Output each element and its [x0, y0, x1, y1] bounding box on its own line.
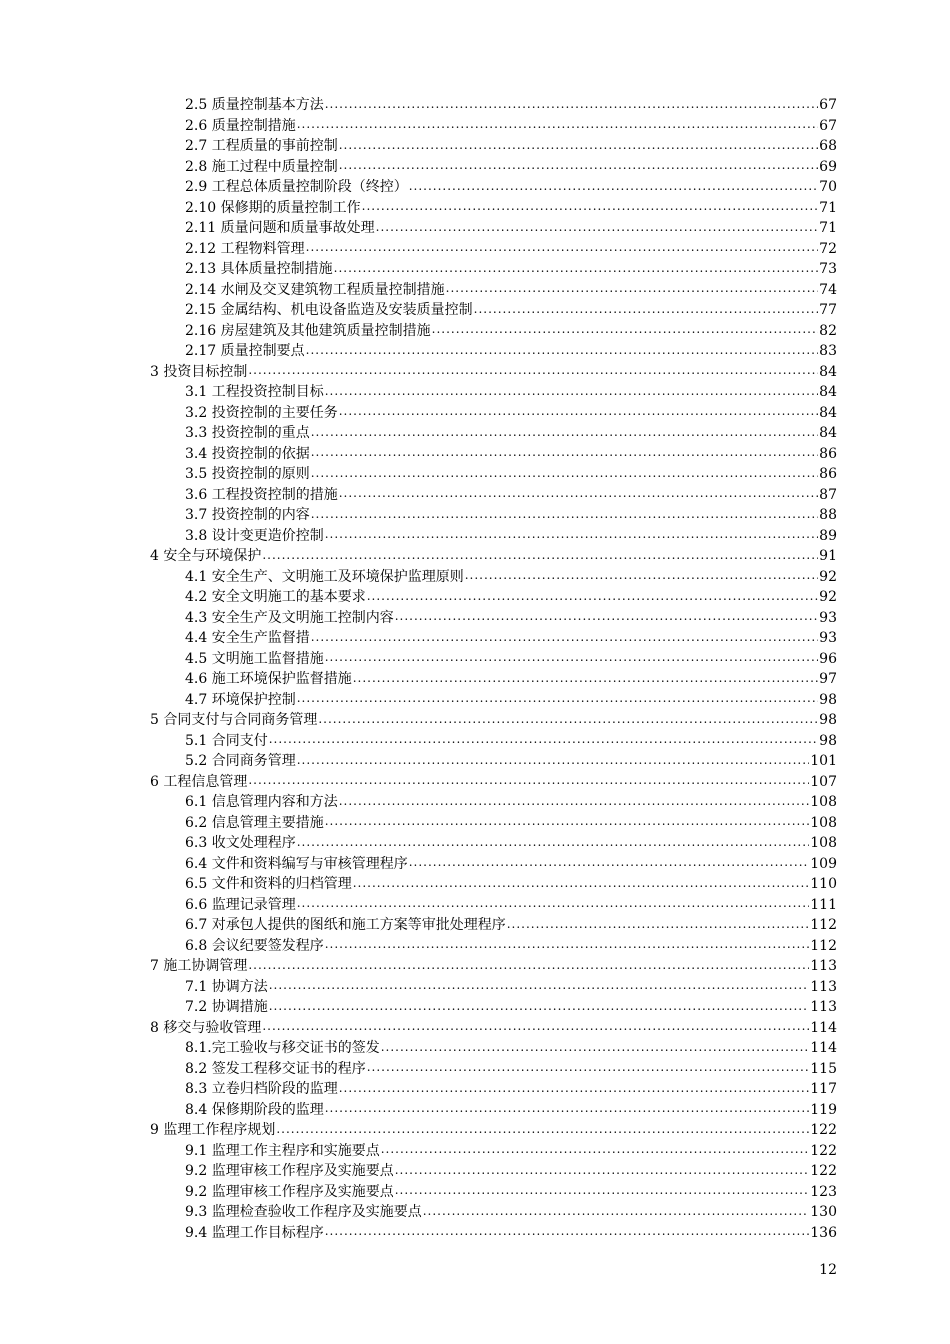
toc-section-entry[interactable]	[150, 321, 837, 342]
toc-chapter-entry[interactable]	[150, 710, 837, 731]
toc-entry-page: 98	[819, 712, 837, 728]
toc-entry-page: 98	[819, 732, 837, 749]
toc-entry-page: 86	[819, 445, 837, 462]
toc-dot-leader	[423, 1203, 810, 1219]
toc-section-entry[interactable]	[150, 95, 837, 116]
toc-entry-page: 87	[819, 486, 837, 503]
toc-entry-page: 72	[819, 240, 837, 257]
toc-entry-title: 4 安全与环境保护	[150, 548, 262, 564]
toc-dot-leader	[311, 444, 818, 460]
toc-entry-title: 2.5 质量控制基本方法	[185, 97, 324, 113]
toc-section-entry[interactable]	[150, 854, 837, 875]
toc-entry-page: 98	[819, 691, 837, 708]
toc-entry-page: 71	[819, 220, 837, 236]
toc-entry-page: 84	[819, 363, 837, 380]
toc-dot-leader	[381, 1141, 810, 1157]
toc-entry-title: 9.2 监理审核工作程序及实施要点	[185, 1163, 394, 1179]
toc-dot-leader	[507, 916, 810, 932]
toc-dot-leader	[262, 1018, 809, 1034]
toc-entry-title: 6.1 信息管理内容和方法	[185, 794, 338, 810]
toc-entry-title: 2.9 工程总体质量控制阶段（终控）	[185, 179, 408, 195]
toc-dot-leader	[297, 116, 818, 132]
toc-entry-page: 109	[810, 855, 837, 872]
toc-dot-leader	[353, 670, 818, 686]
toc-section-entry[interactable]	[150, 669, 837, 690]
toc-dot-leader	[395, 1162, 810, 1178]
toc-entry-page: 96	[819, 650, 837, 667]
toc-entry-page: 86	[819, 466, 837, 482]
toc-entry-page: 113	[810, 978, 837, 995]
toc-entry-title: 8 移交与验收管理	[150, 1019, 262, 1036]
toc-entry-page: 88	[819, 507, 837, 523]
toc-entry-page: 122	[810, 1122, 837, 1138]
toc-dot-leader	[409, 854, 810, 870]
toc-entry-title: 2.14 水闸及交叉建筑物工程质量控制措施	[185, 281, 445, 298]
toc-entry-title: 5.2 合同商务管理	[185, 753, 296, 769]
toc-entry-page: 114	[810, 1040, 837, 1056]
toc-dot-leader	[297, 895, 810, 911]
toc-entry-page: 92	[819, 568, 837, 585]
toc-section-entry[interactable]	[150, 116, 837, 137]
toc-dot-leader	[325, 383, 818, 399]
toc-entry-page: 112	[810, 917, 837, 933]
toc-entry-page: 113	[810, 958, 837, 974]
toc-entry-page: 112	[810, 937, 837, 954]
toc-entry-title: 6.2 信息管理主要措施	[185, 814, 324, 831]
toc-entry-title: 6.7 对承包人提供的图纸和施工方案等审批处理程序	[185, 917, 506, 933]
toc-entry-page: 92	[819, 589, 837, 605]
toc-entry-page: 101	[810, 753, 837, 769]
toc-dot-leader	[248, 772, 809, 788]
toc-section-entry[interactable]	[150, 444, 837, 465]
toc-section-entry[interactable]	[150, 505, 837, 526]
toc-dot-leader	[311, 629, 818, 645]
toc-entry-page: 84	[819, 404, 837, 421]
toc-entry-title: 6.6 监理记录管理	[185, 896, 296, 913]
toc-entry-title: 2.12 工程物料管理	[185, 240, 305, 257]
toc-dot-leader	[367, 1059, 810, 1075]
toc-entry-title: 5 合同支付与合同商务管理	[150, 712, 318, 728]
toc-entry-title: 3.1 工程投资控制目标	[185, 384, 324, 400]
toc-chapter-entry[interactable]	[150, 362, 837, 383]
toc-dot-leader	[376, 219, 819, 235]
toc-entry-page: 83	[819, 343, 837, 359]
toc-entry-page: 113	[810, 999, 837, 1015]
toc-section-entry[interactable]	[150, 1182, 837, 1203]
toc-dot-leader	[325, 813, 810, 829]
toc-dot-leader	[339, 137, 818, 153]
toc-entry-title: 2.16 房屋建筑及其他建筑质量控制措施	[185, 322, 431, 339]
toc-entry-page: 130	[810, 1204, 837, 1220]
toc-entry-title: 8.4 保修期阶段的监理	[185, 1101, 324, 1118]
toc-dot-leader	[269, 731, 818, 747]
toc-dot-leader	[381, 1039, 810, 1055]
toc-dot-leader	[248, 362, 818, 378]
toc-dot-leader	[262, 547, 818, 563]
toc-entry-title: 9.2 监理审核工作程序及实施要点	[185, 1183, 394, 1200]
toc-section-entry[interactable]	[150, 936, 837, 957]
toc-entry-page: 111	[810, 896, 837, 913]
toc-entry-title: 6.5 文件和资料的归档管理	[185, 876, 352, 892]
toc-entry-title: 2.11 质量问题和质量事故处理	[185, 220, 375, 236]
toc-section-entry[interactable]	[150, 423, 837, 444]
toc-section-entry[interactable]	[150, 1223, 837, 1244]
toc-dot-leader	[269, 977, 810, 993]
toc-entry-title: 2.17 质量控制要点	[185, 343, 305, 359]
toc-dot-leader	[306, 239, 819, 255]
toc-section-entry[interactable]	[150, 1161, 837, 1182]
toc-dot-leader	[325, 526, 818, 542]
toc-dot-leader	[409, 178, 818, 194]
toc-entry-title: 4.3 安全生产及文明施工控制内容	[185, 609, 394, 626]
toc-dot-leader	[395, 608, 818, 624]
toc-section-entry[interactable]	[150, 915, 837, 936]
toc-section-entry[interactable]	[150, 1079, 837, 1100]
toc-section-entry[interactable]	[150, 177, 837, 198]
toc-dot-leader	[325, 1223, 810, 1239]
toc-entry-page: 84	[819, 425, 837, 441]
toc-section-entry[interactable]	[150, 731, 837, 752]
toc-entry-page: 67	[819, 97, 837, 113]
toc-section-entry[interactable]	[150, 382, 837, 403]
toc-dot-leader	[465, 567, 818, 583]
toc-section-entry[interactable]	[150, 833, 837, 854]
toc-entry-page: 122	[810, 1163, 837, 1179]
toc-dot-leader	[325, 649, 818, 665]
toc-entry-title: 2.8 施工过程中质量控制	[185, 158, 338, 175]
toc-dot-leader	[306, 342, 819, 358]
toc-entry-page: 74	[819, 281, 837, 298]
toc-entry-page: 119	[810, 1101, 837, 1118]
toc-section-entry[interactable]	[150, 587, 837, 608]
toc-entry-title: 4.1 安全生产、文明施工及环境保护监理原则	[185, 568, 464, 585]
toc-dot-leader	[353, 875, 810, 891]
toc-dot-leader	[325, 96, 818, 112]
toc-entry-page: 70	[819, 179, 837, 195]
toc-dot-leader	[248, 957, 809, 973]
toc-entry-page: 97	[819, 671, 837, 687]
toc-entry-page: 108	[810, 814, 837, 831]
toc-entry-page: 89	[819, 527, 837, 544]
toc-dot-leader	[311, 506, 818, 522]
toc-section-entry[interactable]	[150, 198, 837, 219]
toc-section-entry[interactable]	[150, 895, 837, 916]
toc-section-entry[interactable]	[150, 1038, 837, 1059]
toc-dot-leader	[269, 998, 810, 1014]
toc-entry-page: 110	[810, 876, 837, 892]
toc-section-entry[interactable]	[150, 218, 837, 239]
toc-section-entry[interactable]	[150, 874, 837, 895]
toc-chapter-entry[interactable]	[150, 772, 837, 793]
toc-entry-title: 9.4 监理工作目标程序	[185, 1224, 324, 1241]
toc-entry-page: 91	[819, 548, 837, 564]
toc-entry-title: 4.2 安全文明施工的基本要求	[185, 589, 366, 605]
toc-entry-title: 3.6 工程投资控制的措施	[185, 486, 338, 503]
toc-entry-title: 7.1 协调方法	[185, 978, 268, 995]
toc-entry-page: 136	[810, 1224, 837, 1241]
toc-entry-page: 82	[819, 322, 837, 339]
toc-chapter-entry[interactable]	[150, 1018, 837, 1039]
toc-dot-leader	[297, 752, 810, 768]
toc-dot-leader	[395, 1182, 810, 1198]
toc-entry-title: 8.3 立卷归档阶段的监理	[185, 1081, 338, 1097]
toc-section-entry[interactable]	[150, 485, 837, 506]
toc-section-entry[interactable]	[150, 300, 837, 321]
toc-dot-leader	[339, 485, 818, 501]
toc-section-entry[interactable]	[150, 1202, 837, 1223]
toc-dot-leader	[367, 588, 818, 604]
toc-section-entry[interactable]	[150, 649, 837, 670]
toc-dot-leader	[276, 1121, 809, 1137]
toc-entry-page: 117	[810, 1081, 837, 1097]
toc-entry-title: 2.13 具体质量控制措施	[185, 261, 333, 277]
toc-section-entry[interactable]	[150, 157, 837, 178]
toc-entry-title: 2.10 保修期的质量控制工作	[185, 199, 361, 216]
toc-dot-leader	[474, 301, 819, 317]
toc-entry-title: 2.6 质量控制措施	[185, 117, 296, 134]
toc-section-entry[interactable]	[150, 239, 837, 260]
page-number: 12	[819, 1262, 837, 1278]
toc-entry-page: 69	[819, 158, 837, 175]
toc-entry-title: 6.3 收文处理程序	[185, 835, 296, 851]
toc-entry-title: 3.7 投资控制的内容	[185, 507, 310, 523]
toc-section-entry[interactable]	[150, 792, 837, 813]
toc-entry-title: 9 监理工作程序规划	[150, 1122, 276, 1138]
toc-dot-leader	[339, 793, 810, 809]
toc-dot-leader	[339, 157, 818, 173]
toc-entry-page: 115	[810, 1060, 837, 1077]
toc-entry-page: 107	[810, 773, 837, 790]
toc-dot-leader	[297, 834, 810, 850]
toc-dot-leader	[334, 260, 819, 276]
toc-dot-leader	[325, 1100, 810, 1116]
toc-section-entry[interactable]	[150, 1059, 837, 1080]
toc-dot-leader	[339, 1080, 810, 1096]
toc-section-entry[interactable]	[150, 567, 837, 588]
toc-entry-title: 3.4 投资控制的依据	[185, 445, 310, 462]
toc-chapter-entry[interactable]	[150, 956, 837, 977]
toc-entry-page: 114	[810, 1019, 837, 1036]
toc-entry-title: 9.1 监理工作主程序和实施要点	[185, 1142, 380, 1159]
table-of-contents	[150, 95, 837, 1243]
toc-dot-leader	[311, 465, 818, 481]
toc-dot-leader	[432, 321, 819, 337]
toc-entry-page: 71	[819, 199, 837, 216]
toc-entry-title: 3.3 投资控制的重点	[185, 425, 310, 441]
toc-entry-title: 4.6 施工环境保护监督措施	[185, 671, 352, 687]
toc-entry-title: 6.4 文件和资料编写与审核管理程序	[185, 855, 408, 872]
toc-entry-title: 4.7 环境保护控制	[185, 691, 296, 708]
toc-section-entry[interactable]	[150, 341, 837, 362]
toc-dot-leader	[339, 403, 818, 419]
toc-dot-leader	[362, 198, 819, 214]
toc-section-entry[interactable]	[150, 813, 837, 834]
toc-entry-page: 123	[810, 1183, 837, 1200]
toc-entry-title: 5.1 合同支付	[185, 732, 268, 749]
toc-section-entry[interactable]	[150, 628, 837, 649]
toc-entry-title: 7 施工协调管理	[150, 958, 248, 974]
toc-entry-page: 122	[810, 1142, 837, 1159]
toc-entry-page: 73	[819, 261, 837, 277]
toc-entry-title: 3.5 投资控制的原则	[185, 466, 310, 482]
toc-section-entry[interactable]	[150, 464, 837, 485]
toc-chapter-entry[interactable]	[150, 546, 837, 567]
toc-entry-page: 84	[819, 384, 837, 400]
toc-entry-page: 68	[819, 138, 837, 154]
toc-entry-page: 93	[819, 630, 837, 646]
toc-section-entry[interactable]	[150, 751, 837, 772]
toc-section-entry[interactable]	[150, 608, 837, 629]
toc-dot-leader	[311, 424, 818, 440]
toc-entry-title: 7.2 协调措施	[185, 999, 268, 1015]
toc-entry-title: 6.8 会议纪要签发程序	[185, 937, 324, 954]
toc-entry-page: 108	[810, 794, 837, 810]
toc-section-entry[interactable]	[150, 1141, 837, 1162]
toc-entry-title: 9.3 监理检查验收工作程序及实施要点	[185, 1204, 422, 1220]
toc-section-entry[interactable]	[150, 136, 837, 157]
toc-entry-page: 108	[810, 835, 837, 851]
toc-section-entry[interactable]	[150, 403, 837, 424]
toc-dot-leader	[325, 936, 810, 952]
toc-entry-title: 2.15 金属结构、机电设备监造及安装质量控制	[185, 302, 473, 318]
toc-entry-title: 8.2 签发工程移交证书的程序	[185, 1060, 366, 1077]
toc-entry-page: 67	[819, 117, 837, 134]
toc-section-entry[interactable]	[150, 259, 837, 280]
toc-section-entry[interactable]	[150, 526, 837, 547]
toc-section-entry[interactable]	[150, 977, 837, 998]
toc-entry-title: 4.4 安全生产监督措	[185, 630, 310, 646]
toc-entry-title: 4.5 文明施工监督措施	[185, 650, 324, 667]
toc-dot-leader	[318, 711, 818, 727]
toc-entry-title: 3.2 投资控制的主要任务	[185, 404, 338, 421]
toc-entry-title: 8.1.完工验收与移交证书的签发	[185, 1040, 380, 1056]
toc-entry-page: 93	[819, 609, 837, 626]
toc-section-entry[interactable]	[150, 1100, 837, 1121]
toc-entry-title: 6 工程信息管理	[150, 773, 248, 790]
toc-section-entry[interactable]	[150, 280, 837, 301]
toc-section-entry[interactable]	[150, 997, 837, 1018]
toc-dot-leader	[446, 280, 819, 296]
toc-entry-title: 3 投资目标控制	[150, 363, 248, 380]
toc-entry-title: 2.7 工程质量的事前控制	[185, 138, 338, 154]
toc-section-entry[interactable]	[150, 690, 837, 711]
toc-entry-title: 3.8 设计变更造价控制	[185, 527, 324, 544]
toc-chapter-entry[interactable]	[150, 1120, 837, 1141]
toc-entry-page: 77	[819, 302, 837, 318]
toc-dot-leader	[297, 690, 818, 706]
